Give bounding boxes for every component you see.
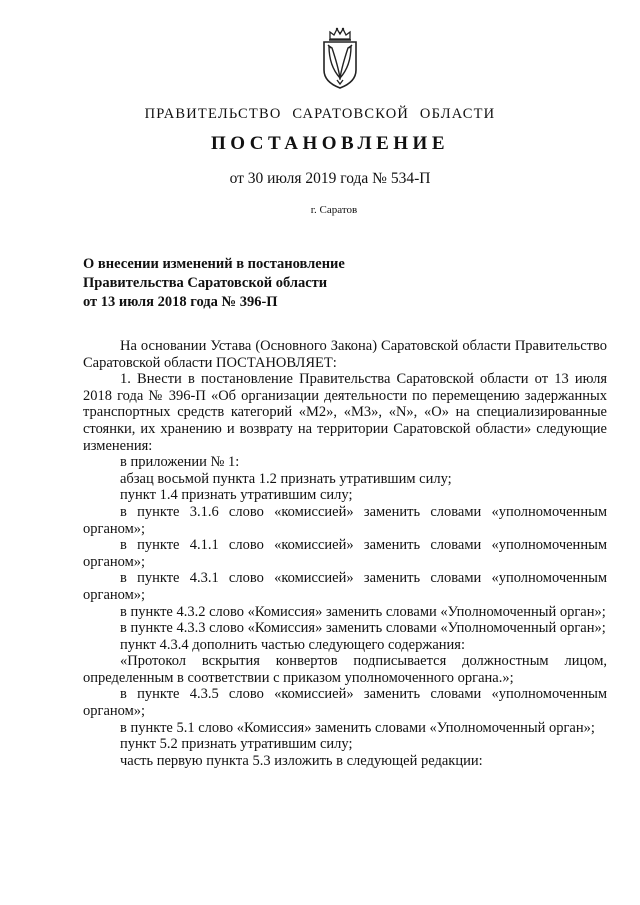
subject-line: О внесении изменений в постановление: [83, 256, 345, 272]
government-name: ПРАВИТЕЛЬСТВО САРАТОВСКОЙ ОБЛАСТИ: [144, 106, 496, 122]
body-paragraph: в пункте 4.1.1 слово «комиссией» заменить словами «уполномоченным органом»;: [83, 537, 607, 570]
document-city: г. Саратов: [310, 204, 358, 216]
body-paragraph: На основании Устава (Основного Закона) Саратовской области Правительство Саратовской области ПОСТАНОВЛЯЕТ:: [83, 338, 607, 371]
body-paragraph: абзац восьмой пункта 1.2 признать утратившим силу;: [120, 470, 452, 487]
saratov-oblast-coat-of-arms-icon: [318, 26, 362, 90]
body-paragraph: в пункте 5.1 слово «Комиссия» заменить словами «Уполномоченный орган»;: [120, 719, 595, 736]
body-paragraph: в пункте 4.3.2 слово «Комиссия» заменить словами «Уполномоченный орган»;: [120, 603, 606, 620]
body-paragraph: в приложении № 1:: [120, 454, 240, 471]
body-paragraph: «Протокол вскрытия конвертов подписывается должностным лицом, определенным в соответствии с приказом уполномоченного органа.»;: [83, 653, 607, 686]
body-paragraph: часть первую пункта 5.3 изложить в следующей редакции:: [120, 752, 483, 769]
body-paragraph: 1. Внести в постановление Правительства Саратовской области от 13 июля 2018 года № 396-П «Об организации деятельности по перемещению задержанных транспортных средств категорий «М2», «М3», «N», «О» на специализированные стоянки, их хранению и возврату на территории Саратовской области» следующие изменения:: [83, 371, 607, 454]
document-body: [83, 338, 607, 769]
body-paragraph: в пункте 4.3.5 слово «комиссией» заменить словами «уполномоченным органом»;: [83, 686, 607, 720]
subject-line: от 13 июля 2018 года № 396-П: [83, 294, 278, 310]
body-paragraph: в пункте 4.3.1 слово «комиссией» заменить словами «уполномоченным органом»;: [83, 570, 607, 603]
body-paragraph: пункт 1.4 признать утратившим силу;: [120, 487, 353, 504]
body-paragraph: в пункте 3.1.6 слово «комиссией» заменить словами «уполномоченным органом»;: [83, 503, 607, 537]
body-paragraph: пункт 5.2 признать утратившим силу;: [120, 736, 353, 753]
document-type-title: ПОСТАНОВЛЕНИЕ: [210, 133, 450, 154]
body-paragraph: пункт 4.3.4 дополнить частью следующего содержания:: [120, 636, 465, 653]
document-date-number: от 30 июля 2019 года № 534-П: [229, 170, 431, 187]
body-paragraph: в пункте 4.3.3 слово «Комиссия» заменить словами «Уполномоченный орган»;: [120, 620, 606, 637]
document-subject: [83, 255, 403, 312]
subject-line: Правительства Саратовской области: [83, 275, 328, 291]
